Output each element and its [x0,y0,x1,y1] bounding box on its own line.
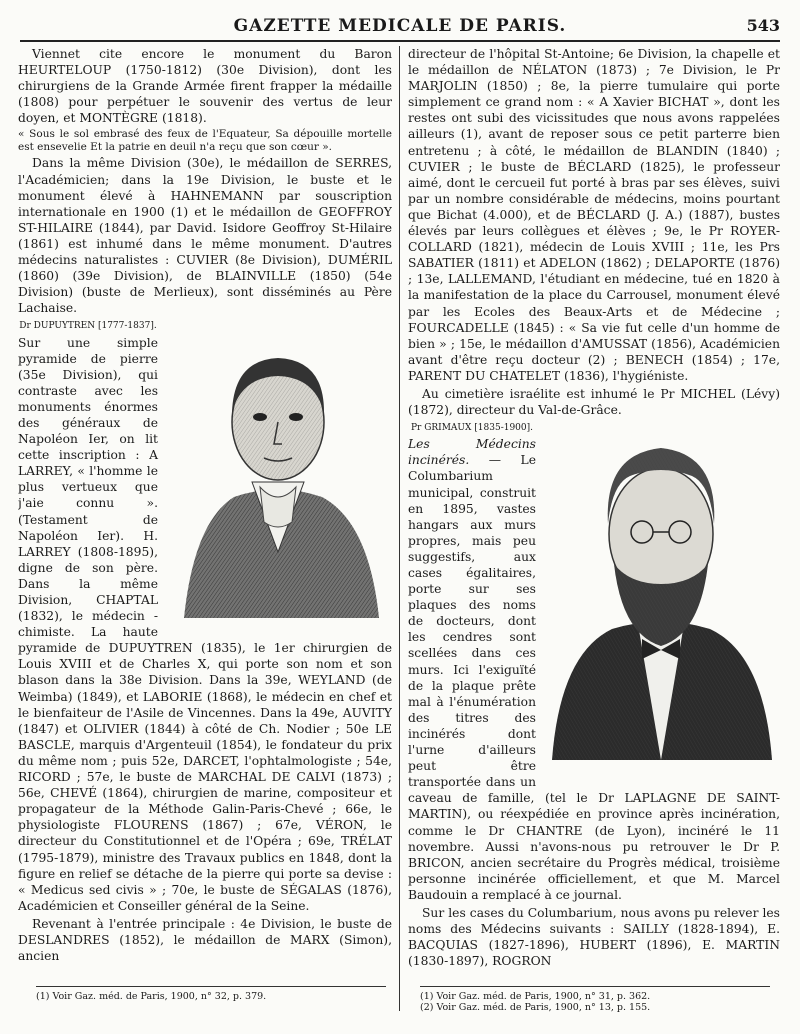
page-header [20,14,780,42]
footnote: (1) Voir Gaz. méd. de Paris, 1900, n° 32, p. 379. [36,991,267,1002]
paragraph: Au cimetière israélite est inhumé le Pr MICHEL (Lévy) (1872), directeur du Val-de-Grâce. [408,386,780,418]
figure-caption: Dr DUPUYTREN [1777-1837]. [19,321,157,332]
paragraph: Sur les cases du Columbarium, nous avons pu relever les noms des Médecins suivants : SAILLY (1828-1894), E. BACQUIAS (1827-1896), HUBERT (1896), E. MARTIN (1830-1897), ROGRON [408,905,780,969]
paragraph: Revenant à l'entrée principale : 4e Division, le buste de DESLANDRES (1852), le médaillon de MARX (Simon), ancien [18,916,392,964]
paragraph-text: (de Weimba) (1849), et LABORIE (1868), le médecin en chef et le bienfaiteur de l'Asile de Vincennes. Dans la 49e, AUVITY (1847) et OLIVIER (1844) à côté de Ch. Nodier ; 50e LE BASCLE, marquis d'Argenteuil (1854), le fondateur du prix du même nom ; puis 52e, DARCET, l'ophtalmologiste ; 54e, RICORD ; 57e, le buste de MARCHAL DE CALVI (1873) ; 56e, CHEVÉ (1864), chirurgien de marine, compositeur et propagateur de la Méthode Galin-Paris-Chevé ; 66e, le physiologiste FLOURENS (1867) ; 67e, VÉRON, le directeur du Constitutionnel et de l'Opéra ; 69e, TRÉLAT (1795-1879), ministre des Travaux publics en 1848, dont la figure en relief se détache de la pierre qui porte sa devise : « Medicus sed civis » ; 70e, le buste de SÉGALAS (1876), Académicien et Conseiller général de la Seine. [18,673,392,913]
footnote-left [36,986,386,1002]
epitaph-quote: « Sous le sol embrasé des feux de l'Equateur, Sa dépouille mortelle est ensevelie Et la patrie en deuil n'a reçu que son cœur ». [18,128,392,153]
journal-title: GAZETTE MEDICALE DE PARIS. [233,16,567,36]
paragraph-text: — Le Columbarium municipal, construit en 1895, vastes hangars aux murs propres, mais peu suggestifs, aux cases égalitaires, porte sur ses plaques des noms de docteurs, dont les cendres sont scellées dans ces murs. Ici l'exiguïté de la plaque prête mal à l'énumération des titres des incinérés dont l'urne d'ailleurs peut être transportée dans un caveau de famille, (tel le Dr LAPLAGNE DE SAINT-MARTIN), ou réexpédiée en province après incinération, comme le Dr CHANTRE (de Lyon), incinéré le 11 novembre. Aussi n'avons-nous pu retrouver le Dr P. BRICON, ancien secrétaire du Progrès médical, troisième personne incinérée officiellement, et que M. Marcel Baudouin a remplacé à ce journal. [408,453,780,902]
section-heading: Les Médecins incinérés. [408,437,536,468]
paragraph: Dans la même Division (30e), le médaillon de SERRES, l'Académicien; dans la 19e Division, le buste et le monument élevé à HAHNEMANN par souscription internationale en 1900 (1) et le médaillon de GEOFFROY ST-HILAIRE (1844), par David. Isidore Geoffroy St-Hilaire (1861) est inhumé dans le même monument. D'autres médecins naturalistes : CUVIER (8e Division), DUMÉRIL (1860) (39e Division), de BLAINVILLE (1850) (54e Division) (buste de Merlieux), sont disséminés au Père Lachaise. [18,156,392,316]
page-number: 543 [746,16,780,35]
dupuytren-portrait-image [164,322,392,618]
left-column [18,46,392,981]
paragraph: Viennet cite encore le monument du Baron HEURTELOUP (1750-1812) (30e Division), dont les chirurgiens de la Grande Armée firent frapper la médaille (1808) pour perpétuer le souvenir des vertus de leur doyen, et MONTÈGRE (1818). [18,47,392,126]
grimaux-portrait-image [542,424,780,760]
footnote: (2) Voir Gaz. méd. de Paris, 1900, n° 13, p. 155. [420,1002,651,1013]
figure-caption: Pr GRIMAUX [1835-1900]. [410,423,534,434]
paragraph: directeur de l'hôpital St-Antoine; 6e Division, la chapelle et le médaillon de NÉLATON (1873) ; 7e Division, le Pr MARJOLIN (1850) ; 8e, la pierre tumulaire qui porte simplement ce grand nom : « A Xavier BICHAT », dont les restes ont subi des vicissitudes que nous avons rappelées ailleurs (1), avant de reposer sous ce petit parterre bien entretenu ; à côté, le médaillon de BLANDIN (1840) ; CUVIER ; le buste de BÉCLARD (1825), le professeur aimé, dont le cercueil fut porté à bras par ses élèves, suivi par un nombre considérable de médecins, moins pourtant que Bichat (4.000), et de BÉCLARD (J. A.) (1887), bustes élevés par leurs collègues et élèves ; 9e, le Pr ROYER-COLLARD (1821), médecin de Louis XVIII ; 11e, les Prs SABATIER (1811) et ADELON (1862) ; DELAPORTE (1876) ; 13e, LALLEMAND, l'étudiant en médecine, tué en 1820 à la manifestation de la place du Carrousel, monument élevé par les Ecoles des Beaux-Arts et de Médecine ; FOURCADELLE (1845) : « Sa vie fut celle d'un homme de bien » ; 15e, le médaillon d'AMUSSAT (1856), Académicien avant d'être reçu docteur (2) ; BENECH (1854) ; 17e, PARENT DU CHATELET (1836), l'hygiéniste. [408,47,780,383]
right-column [408,46,780,981]
dupuytren-portrait-figure [164,322,392,635]
column-divider [399,46,400,1011]
footnotes-right [420,986,770,1013]
grimaux-portrait-figure [542,424,780,776]
footnote: (1) Voir Gaz. méd. de Paris, 1900, n° 31, p. 362. [420,991,651,1002]
paragraph-text: Sur une simple pyramide de pierre (35e Division), qui contraste avec les monuments énormes des généraux de Napoléon Ier, on lit cette inscription : A LARREY, « l'homme le plus vertueux que j'aie connu ». (Testament de Napoléon Ier). H. LARREY (1808-1895), digne de son père. Dans la même Division, CHAPTAL (1832), le médecin - chimiste. La haute pyramide de DUPUYTREN (1835), le 1er chirurgien de Louis XVIII et de Charles X, qui porte son nom et son blason dans la 38e Division. Dans la 39e, WEYLAND [18,335,392,688]
